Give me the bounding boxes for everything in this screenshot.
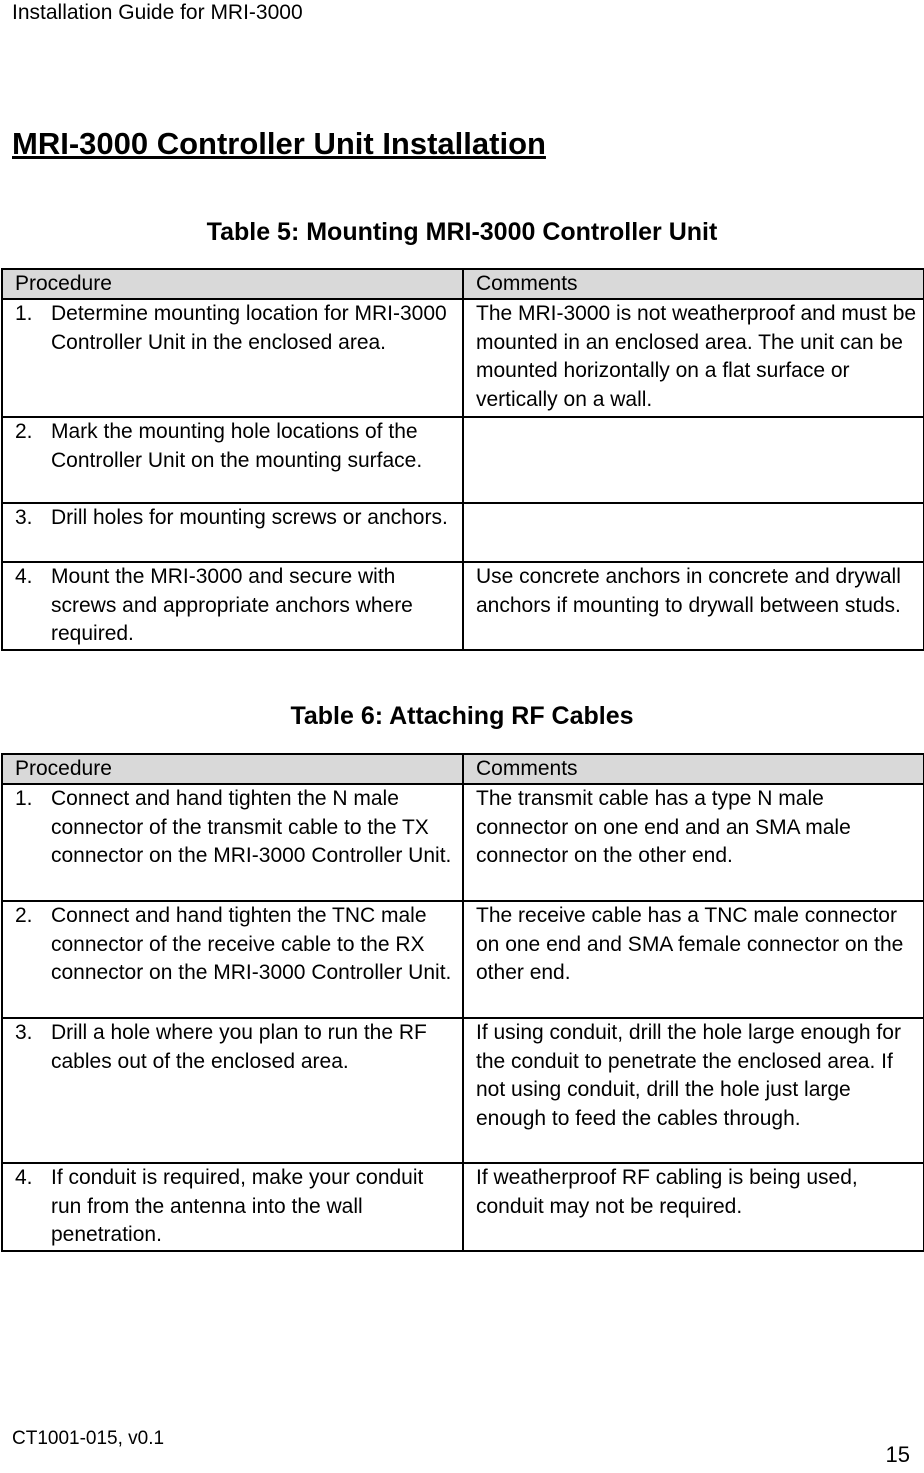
procedure-text: If conduit is required, make your conduit run from the antenna into the wall penetration. (51, 1166, 424, 1246)
table-row (2, 417, 924, 503)
procedure-cell (2, 784, 463, 901)
procedure-text: Connect and hand tighten the N male connector of the transmit cable to the TX connector on the MRI-3000 Controller Unit. (51, 787, 452, 867)
step-number: 2. (15, 420, 33, 443)
step-number: 4. (15, 565, 33, 588)
step-number: 1. (15, 787, 33, 810)
table-header-row (2, 269, 924, 299)
table-row (2, 299, 924, 417)
procedure-text: Drill holes for mounting screws or anchors. (51, 506, 448, 529)
table5-caption: Table 5: Mounting MRI-3000 Controller Unit (206, 218, 718, 246)
procedure-text: Determine mounting location for MRI-3000 Controller Unit in the enclosed area. (51, 302, 447, 354)
running-header: Installation Guide for MRI-3000 (12, 1, 303, 24)
table6-caption: Table 6: Attaching RF Cables (290, 702, 634, 730)
table-row (2, 784, 924, 901)
column-header-procedure: Procedure (2, 269, 463, 299)
procedure-text: Drill a hole where you plan to run the RF cables out of the enclosed area. (51, 1021, 427, 1073)
table-row (2, 1163, 924, 1251)
step-number: 1. (15, 302, 33, 325)
table-header-row (2, 754, 924, 784)
procedure-cell (2, 901, 463, 1018)
table-row (2, 1018, 924, 1163)
step-number: 2. (15, 904, 33, 927)
comment-cell: If weatherproof RF cabling is being used, conduit may not be required. (463, 1163, 924, 1251)
procedure-text: Mark the mounting hole locations of the Controller Unit on the mounting surface. (51, 420, 423, 472)
comment-cell: The receive cable has a TNC male connector on one end and SMA female connector on the other end. (463, 901, 924, 1018)
comment-cell: Use concrete anchors in concrete and drywall anchors if mounting to drywall between studs. (463, 562, 924, 650)
procedure-cell (2, 299, 463, 417)
page-number: 15 (885, 1442, 910, 1467)
step-number: 3. (15, 1021, 33, 1044)
procedure-cell (2, 562, 463, 650)
comment-cell: If using conduit, drill the hole large enough for the conduit to penetrate the enclosed area. If not using conduit, drill the hole just large enough to feed the cables through. (463, 1018, 924, 1163)
column-header-comments: Comments (463, 754, 924, 784)
procedure-cell (2, 417, 463, 503)
procedure-cell (2, 1018, 463, 1163)
comment-cell: The transmit cable has a type N male connector on one end and an SMA male connector on the other end. (463, 784, 924, 901)
step-number: 4. (15, 1166, 33, 1189)
table-row (2, 503, 924, 562)
comment-cell (463, 417, 924, 503)
table6-rf-cables (1, 753, 924, 1252)
procedure-cell (2, 503, 463, 562)
procedure-text: Mount the MRI-3000 and secure with screws and appropriate anchors where required. (51, 565, 413, 645)
table5-mounting (1, 268, 924, 651)
step-number: 3. (15, 506, 33, 529)
comment-cell (463, 503, 924, 562)
footer-doc-id: CT1001-015, v0.1 (12, 1428, 165, 1449)
procedure-text: Connect and hand tighten the TNC male connector of the receive cable to the RX connector on the MRI-3000 Controller Unit. (51, 904, 452, 984)
table-row (2, 901, 924, 1018)
section-title: MRI-3000 Controller Unit Installation (12, 126, 546, 161)
comment-cell: The MRI-3000 is not weatherproof and must be mounted in an enclosed area. The unit can be mounted horizontally on a flat surface or vertically on a wall. (463, 299, 924, 417)
column-header-comments: Comments (463, 269, 924, 299)
table-row (2, 562, 924, 650)
procedure-cell (2, 1163, 463, 1251)
column-header-procedure: Procedure (2, 754, 463, 784)
